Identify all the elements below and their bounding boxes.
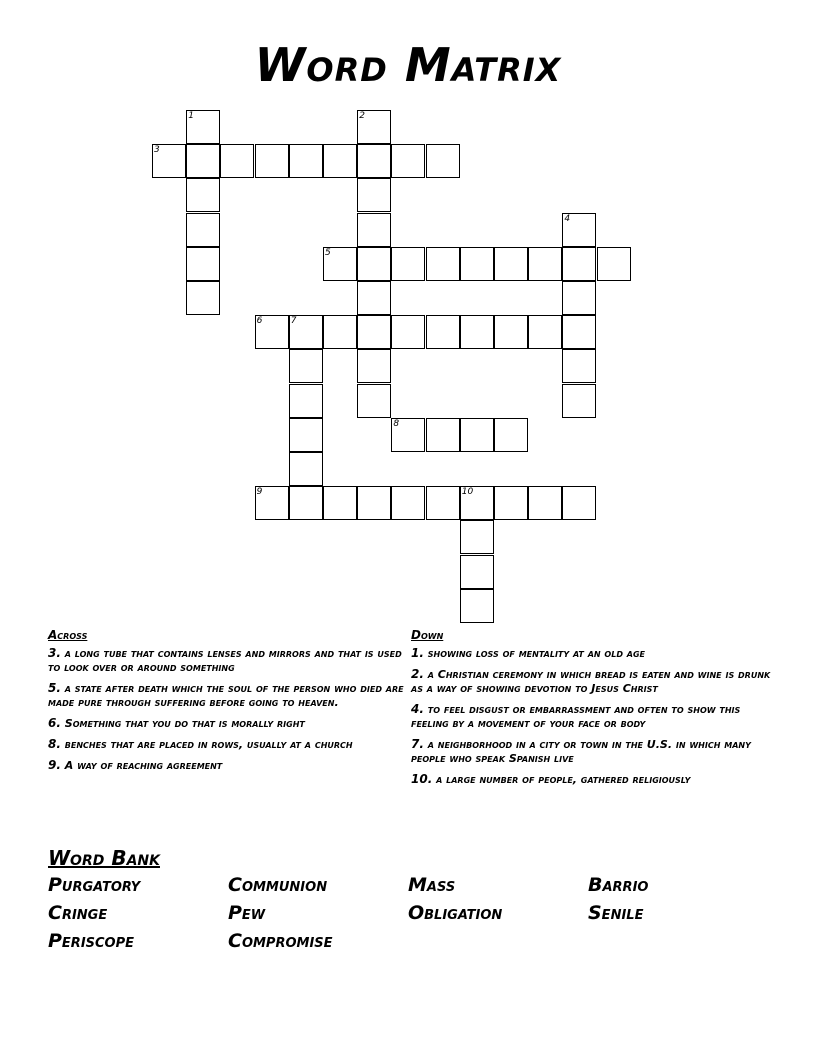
- clue-number: 2: [359, 111, 365, 121]
- crossword-cell[interactable]: [289, 452, 323, 486]
- crossword-cell[interactable]: [323, 315, 357, 349]
- crossword-cell[interactable]: [186, 178, 220, 212]
- word-bank-item: Communion: [228, 874, 328, 896]
- crossword-cell[interactable]: [289, 349, 323, 383]
- crossword-cell[interactable]: [323, 486, 357, 520]
- crossword-cell[interactable]: [562, 384, 596, 418]
- crossword-cell[interactable]: [562, 349, 596, 383]
- crossword-cell[interactable]: [186, 144, 220, 178]
- crossword-cell[interactable]: [426, 247, 460, 281]
- crossword-cell[interactable]: [186, 247, 220, 281]
- clue-number: 3: [154, 145, 160, 156]
- crossword-cell[interactable]: [426, 315, 460, 349]
- crossword-cell[interactable]: [255, 486, 289, 520]
- word-bank-item: Cringe: [48, 902, 108, 924]
- clue-number: 10: [461, 487, 474, 498]
- crossword-cell[interactable]: [289, 315, 323, 349]
- word-bank-item: Periscope: [48, 930, 135, 952]
- crossword-cell[interactable]: [426, 144, 460, 178]
- clue-down-7: 7. a neighborhood in a city or town in the U.S. in which many people who speak Spanish live: [411, 737, 751, 765]
- crossword-cell[interactable]: [391, 486, 425, 520]
- crossword-cell[interactable]: [494, 247, 528, 281]
- clue-number: 1: [188, 111, 194, 121]
- crossword-cell[interactable]: [562, 281, 596, 315]
- crossword-cell[interactable]: [357, 315, 391, 349]
- crossword-cell[interactable]: [460, 555, 494, 589]
- across-clues: [48, 628, 404, 779]
- crossword-cell[interactable]: [460, 589, 494, 623]
- clue-across-8: 8. benches that are placed in rows, usually at a church: [48, 737, 353, 751]
- clue-number: 6: [256, 316, 263, 327]
- word-bank-item: Mass: [408, 874, 456, 896]
- crossword-cell[interactable]: [528, 315, 562, 349]
- crossword-cell[interactable]: [562, 247, 596, 281]
- crossword-cell[interactable]: [152, 144, 186, 178]
- crossword-cell[interactable]: [391, 247, 425, 281]
- word-bank-title: Word Bank: [48, 846, 160, 870]
- clue-down-2: 2. a Christian ceremony in which bread is eaten and wine is drunk as a way of showing devotion to Jesus Christ: [411, 667, 771, 695]
- crossword-cell[interactable]: [460, 247, 494, 281]
- crossword-cell[interactable]: [426, 418, 460, 452]
- crossword-cell[interactable]: [357, 247, 391, 281]
- crossword-cell[interactable]: [186, 281, 220, 315]
- crossword-cell[interactable]: [391, 315, 425, 349]
- crossword-cell[interactable]: [494, 418, 528, 452]
- clue-down-1: 1. showing loss of mentality at an old age: [411, 646, 646, 660]
- clue-number: 8: [393, 418, 400, 429]
- down-clues: [411, 628, 771, 793]
- clue-number: 4: [564, 213, 571, 224]
- crossword-cell[interactable]: [494, 315, 528, 349]
- crossword-cell[interactable]: [186, 110, 220, 144]
- clue-number: 5: [325, 247, 331, 258]
- word-bank-item: Pew: [228, 902, 266, 924]
- crossword-cell[interactable]: [528, 486, 562, 520]
- crossword-cell[interactable]: [460, 486, 494, 520]
- crossword-cell[interactable]: [426, 486, 460, 520]
- word-bank-item: Compromise: [228, 930, 333, 952]
- clue-across-9: 9. A way of reaching agreement: [48, 758, 223, 772]
- crossword-cell[interactable]: [220, 144, 254, 178]
- word-bank-item: Senile: [588, 902, 644, 924]
- crossword-cell[interactable]: [255, 315, 289, 349]
- crossword-cell[interactable]: [289, 486, 323, 520]
- down-heading: Down: [411, 628, 444, 642]
- crossword-cell[interactable]: [357, 213, 391, 247]
- crossword-cell[interactable]: [357, 486, 391, 520]
- clue-down-10: 10. a large number of people, gathered religiously: [411, 772, 691, 786]
- crossword-cell[interactable]: [186, 213, 220, 247]
- crossword-cell[interactable]: [494, 486, 528, 520]
- crossword-cell[interactable]: [289, 384, 323, 418]
- clue-down-4: 4. to feel disgust or embarrassment and often to show this feeling by a movement of your face or body: [411, 702, 741, 730]
- crossword-cell[interactable]: [357, 349, 391, 383]
- crossword-cell[interactable]: [255, 144, 289, 178]
- across-heading: Across: [48, 628, 88, 642]
- clue-across-3: 3. a long tube that contains lenses and mirrors and that is used to look over or around something: [48, 646, 402, 674]
- crossword-cell[interactable]: [460, 418, 494, 452]
- crossword-cell[interactable]: [597, 247, 631, 281]
- crossword-cell[interactable]: [391, 144, 425, 178]
- crossword-cell[interactable]: [562, 315, 596, 349]
- crossword-cell[interactable]: [357, 178, 391, 212]
- word-bank-item: Barrio: [588, 874, 649, 896]
- crossword-cell[interactable]: [460, 315, 494, 349]
- crossword-cell[interactable]: [357, 384, 391, 418]
- word-bank-item: Obligation: [408, 902, 503, 924]
- crossword-cell[interactable]: [460, 520, 494, 554]
- crossword-cell[interactable]: [323, 247, 357, 281]
- crossword-cell[interactable]: [391, 418, 425, 452]
- clue-across-6: 6. Something that you do that is morally right: [48, 716, 305, 730]
- crossword-cell[interactable]: [357, 110, 391, 144]
- page-title: Word Matrix: [254, 38, 562, 92]
- crossword-cell[interactable]: [562, 486, 596, 520]
- clue-number: 7: [290, 316, 297, 327]
- clue-number: 9: [256, 487, 263, 498]
- clue-across-5: 5. a state after death which the soul of the person who died are made pure through suffering before going to heaven.: [48, 681, 404, 709]
- crossword-cell[interactable]: [562, 213, 596, 247]
- crossword-cell[interactable]: [357, 144, 391, 178]
- word-bank-item: Purgatory: [48, 874, 141, 896]
- crossword-cell[interactable]: [528, 247, 562, 281]
- crossword-cell[interactable]: [289, 144, 323, 178]
- crossword-cell[interactable]: [357, 281, 391, 315]
- crossword-cell[interactable]: [289, 418, 323, 452]
- word-bank: [48, 874, 768, 952]
- crossword-cell[interactable]: [323, 144, 357, 178]
